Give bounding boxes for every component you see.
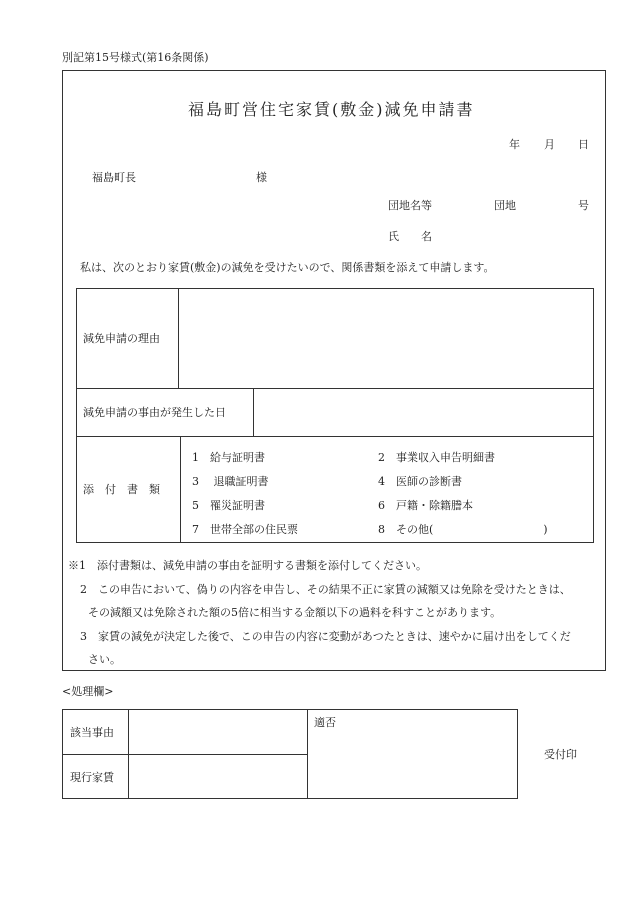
occurrence-date-label: 減免申請の事由が発生した日 bbox=[83, 406, 226, 419]
attachments-label: 添 付 書 類 bbox=[83, 483, 160, 496]
complex-unit: 団地 bbox=[494, 199, 516, 212]
attachment-item: 8 その他( ) bbox=[378, 523, 548, 536]
attachment-item: 6 戸籍・除籍謄本 bbox=[378, 499, 473, 512]
receipt-stamp-label: 受付印 bbox=[544, 748, 577, 761]
note-2-cont: その減額又は免除された額の5倍に相当する金額以下の過料を科すことがあります。 bbox=[88, 606, 502, 619]
note-3: 3 家賃の減免が決定した後で、この申告の内容に変動があつたときは、速やかに届け出をしてくだ bbox=[80, 630, 571, 643]
name-label: 氏 名 bbox=[388, 230, 432, 243]
attachment-item: 3 退職証明書 bbox=[192, 475, 269, 488]
attachment-item: 2 事業収入申告明細書 bbox=[378, 451, 495, 464]
approval-label: 適否 bbox=[314, 716, 336, 729]
note-3-cont: さい。 bbox=[88, 653, 121, 666]
addressee-honorific: 様 bbox=[256, 171, 267, 184]
date-month: 月 bbox=[544, 138, 555, 151]
note-2: 2 この申告において、偽りの内容を申告し、その結果不正に家賃の減額又は免除を受けたときは、 bbox=[80, 583, 571, 596]
complex-label: 団地名等 bbox=[388, 199, 432, 212]
current-rent-label: 現行家賃 bbox=[70, 771, 114, 784]
attachment-item: 4 医師の診断書 bbox=[378, 475, 462, 488]
reason-label: 減免申請の理由 bbox=[83, 332, 160, 345]
date-year: 年 bbox=[509, 138, 520, 151]
processing-header: <処理欄> bbox=[62, 685, 114, 698]
number-unit: 号 bbox=[578, 199, 589, 212]
intro-text: 私は、次のとおり家賃(敷金)の減免を受けたいので、関係書類を添えて申請します。 bbox=[80, 261, 495, 274]
form-title: 福島町営住宅家賃(敷金)減免申請書 bbox=[188, 100, 475, 119]
note-1: ※1 添付書類は、減免申請の事由を証明する書類を添付してください。 bbox=[68, 559, 427, 572]
attachment-item: 7 世帯全部の住民票 bbox=[192, 523, 298, 536]
date-day: 日 bbox=[578, 138, 589, 151]
attachment-item: 1 給与証明書 bbox=[192, 451, 265, 464]
form-reference: 別記第15号様式(第16条関係) bbox=[62, 51, 209, 64]
attachment-item: 5 罹災証明書 bbox=[192, 499, 265, 512]
addressee-name: 福島町長 bbox=[92, 171, 136, 184]
applicable-reason-label: 該当事由 bbox=[70, 726, 114, 739]
